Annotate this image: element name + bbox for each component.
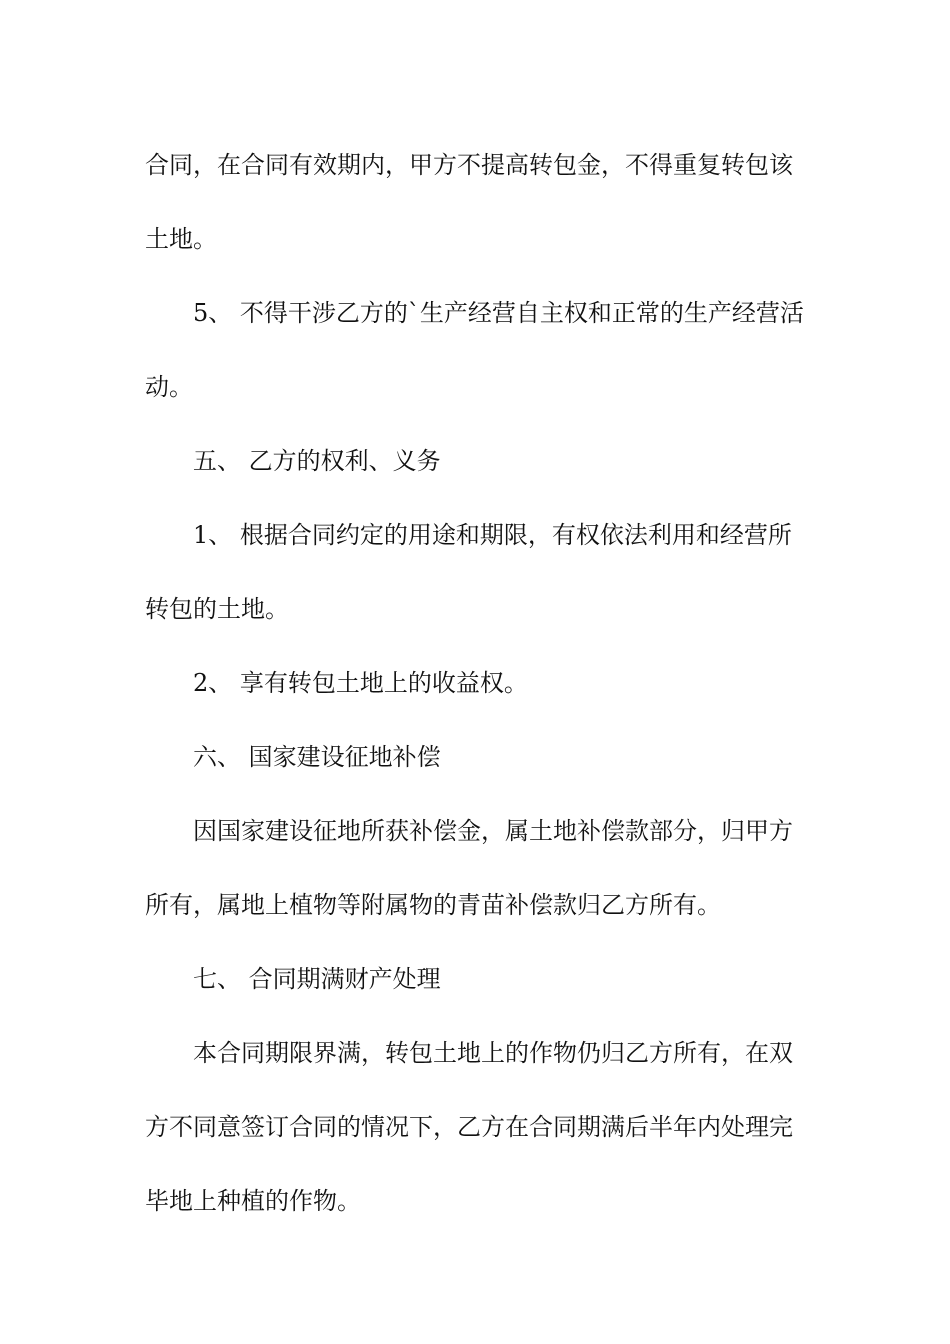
- document-body: [145, 128, 809, 1238]
- text-line: 合同，在合同有效期内，甲方不提高转包金，不得重复转包该: [145, 151, 793, 179]
- text-line: 毕地上种植的作物。: [145, 1187, 361, 1215]
- text-line: 1、 根据合同约定的用途和期限，有权依法利用和经营所: [193, 521, 792, 549]
- section-heading: 六、 国家建设征地补偿: [193, 743, 441, 771]
- section-heading: 七、 合同期满财产处理: [193, 965, 441, 993]
- text-line: 本合同期限界满，转包土地上的作物仍归乙方所有，在双: [193, 1039, 793, 1067]
- text-line: 因国家建设征地所获补偿金，属土地补偿款部分，归甲方: [193, 817, 793, 845]
- text-line: 土地。: [145, 225, 217, 253]
- text-line: 动。: [145, 373, 193, 401]
- text-line: 所有，属地上植物等附属物的青苗补偿款归乙方所有。: [145, 891, 721, 919]
- section-heading: 五、 乙方的权利、义务: [193, 447, 441, 475]
- text-line: 5、 不得干涉乙方的`生产经营自主权和正常的生产经营活: [193, 299, 804, 327]
- text-line: 方不同意签订合同的情况下，乙方在合同期满后半年内处理完: [145, 1113, 793, 1141]
- text-line: 转包的土地。: [145, 595, 289, 623]
- text-line: 2、 享有转包土地上的收益权。: [193, 669, 528, 697]
